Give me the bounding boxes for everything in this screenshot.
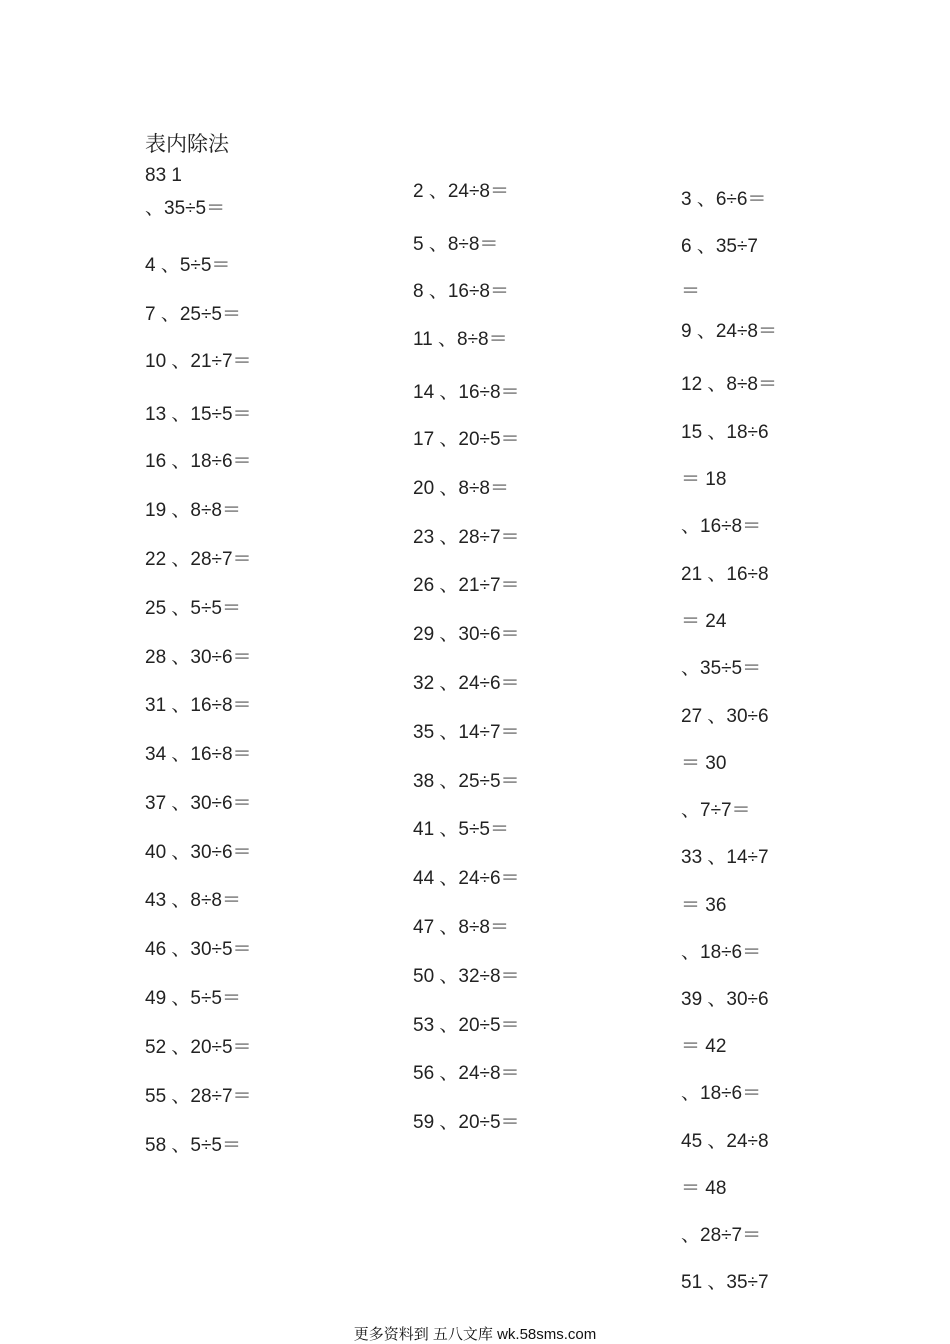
problem-line: ＝ 36 bbox=[681, 895, 727, 916]
problem-line: 83 1 bbox=[145, 165, 182, 186]
problem-line: 33 、14÷7 bbox=[681, 847, 769, 868]
problem-line: 39 、30÷6 bbox=[681, 989, 769, 1010]
problem-line: 43 、8÷8＝ bbox=[145, 890, 241, 911]
problem-line: 47 、8÷8＝ bbox=[413, 917, 509, 938]
problem-line: 34 、16÷8＝ bbox=[145, 744, 252, 765]
problem-line: 、28÷7＝ bbox=[681, 1225, 762, 1246]
problem-line: ＝ 42 bbox=[681, 1036, 727, 1057]
problem-line: 、35÷5＝ bbox=[145, 198, 226, 219]
problem-line: 8 、16÷8＝ bbox=[413, 281, 509, 302]
problem-line: 51 、35÷7 bbox=[681, 1272, 769, 1293]
problem-line: 44 、24÷6＝ bbox=[413, 868, 520, 889]
problem-line: 49 、5÷5＝ bbox=[145, 988, 241, 1009]
problem-line: 23 、28÷7＝ bbox=[413, 527, 520, 548]
problem-line: 16 、18÷6＝ bbox=[145, 451, 252, 472]
problem-line: ＝ 24 bbox=[681, 611, 727, 632]
problem-line: 53 、20÷5＝ bbox=[413, 1015, 520, 1036]
problem-line: 13 、15÷5＝ bbox=[145, 404, 252, 425]
problem-line: 29 、30÷6＝ bbox=[413, 624, 520, 645]
problem-line: 3 、6÷6＝ bbox=[681, 189, 767, 210]
problem-line: ＝ 18 bbox=[681, 469, 727, 490]
problem-line: 、16÷8＝ bbox=[681, 516, 762, 537]
problem-line: 17 、20÷5＝ bbox=[413, 429, 520, 450]
problem-line: 25 、5÷5＝ bbox=[145, 598, 241, 619]
problem-line: 4 、5÷5＝ bbox=[145, 255, 231, 276]
problem-line: 46 、30÷5＝ bbox=[145, 939, 252, 960]
problem-line: 11 、8÷8＝ bbox=[413, 329, 508, 350]
problem-line: 35 、14÷7＝ bbox=[413, 722, 520, 743]
problem-line: 55 、28÷7＝ bbox=[145, 1086, 252, 1107]
problem-line: 59 、20÷5＝ bbox=[413, 1112, 520, 1133]
problem-line: 15 、18÷6 bbox=[681, 422, 769, 443]
problem-line: ＝ 48 bbox=[681, 1178, 727, 1199]
footer-watermark-text: 更多资料到 五八文库 wk.58sms.com bbox=[353, 1326, 597, 1343]
problem-line: 10 、21÷7＝ bbox=[145, 351, 252, 372]
problem-line: 、18÷6＝ bbox=[681, 1083, 762, 1104]
problem-line: 27 、30÷6 bbox=[681, 706, 769, 727]
problem-line: 37 、30÷6＝ bbox=[145, 793, 252, 814]
problem-line: 21 、16÷8 bbox=[681, 564, 769, 585]
problem-line: 45 、24÷8 bbox=[681, 1131, 769, 1152]
problem-line: 41 、5÷5＝ bbox=[413, 819, 509, 840]
problem-line: 12 、8÷8＝ bbox=[681, 374, 777, 395]
problem-line: 、35÷5＝ bbox=[681, 658, 762, 679]
problem-line: 26 、21÷7＝ bbox=[413, 575, 520, 596]
problem-line: 38 、25÷5＝ bbox=[413, 771, 520, 792]
problem-line: 20 、8÷8＝ bbox=[413, 478, 509, 499]
document-title: 表内除法 bbox=[145, 132, 229, 156]
problem-line: 19 、8÷8＝ bbox=[145, 500, 241, 521]
problem-line: 2 、24÷8＝ bbox=[413, 181, 509, 202]
problem-line: 31 、16÷8＝ bbox=[145, 695, 252, 716]
problem-line: 58 、5÷5＝ bbox=[145, 1135, 241, 1156]
problem-line: 5 、8÷8＝ bbox=[413, 234, 499, 255]
problem-line: ＝ bbox=[681, 281, 701, 302]
problem-line: 6 、35÷7 bbox=[681, 236, 758, 257]
problem-line: 、7÷7＝ bbox=[681, 800, 751, 821]
problem-line: 7 、25÷5＝ bbox=[145, 304, 241, 325]
problem-line: 22 、28÷7＝ bbox=[145, 549, 252, 570]
problem-line: ＝ 30 bbox=[681, 753, 727, 774]
problem-line: 32 、24÷6＝ bbox=[413, 673, 520, 694]
problem-line: 28 、30÷6＝ bbox=[145, 647, 252, 668]
problem-line: 14 、16÷8＝ bbox=[413, 382, 520, 403]
problem-line: 40 、30÷6＝ bbox=[145, 842, 252, 863]
problem-line: 9 、24÷8＝ bbox=[681, 321, 777, 342]
problem-line: 56 、24÷8＝ bbox=[413, 1063, 520, 1084]
problem-line: 、18÷6＝ bbox=[681, 942, 762, 963]
problem-line: 50 、32÷8＝ bbox=[413, 966, 520, 987]
problem-line: 52 、20÷5＝ bbox=[145, 1037, 252, 1058]
